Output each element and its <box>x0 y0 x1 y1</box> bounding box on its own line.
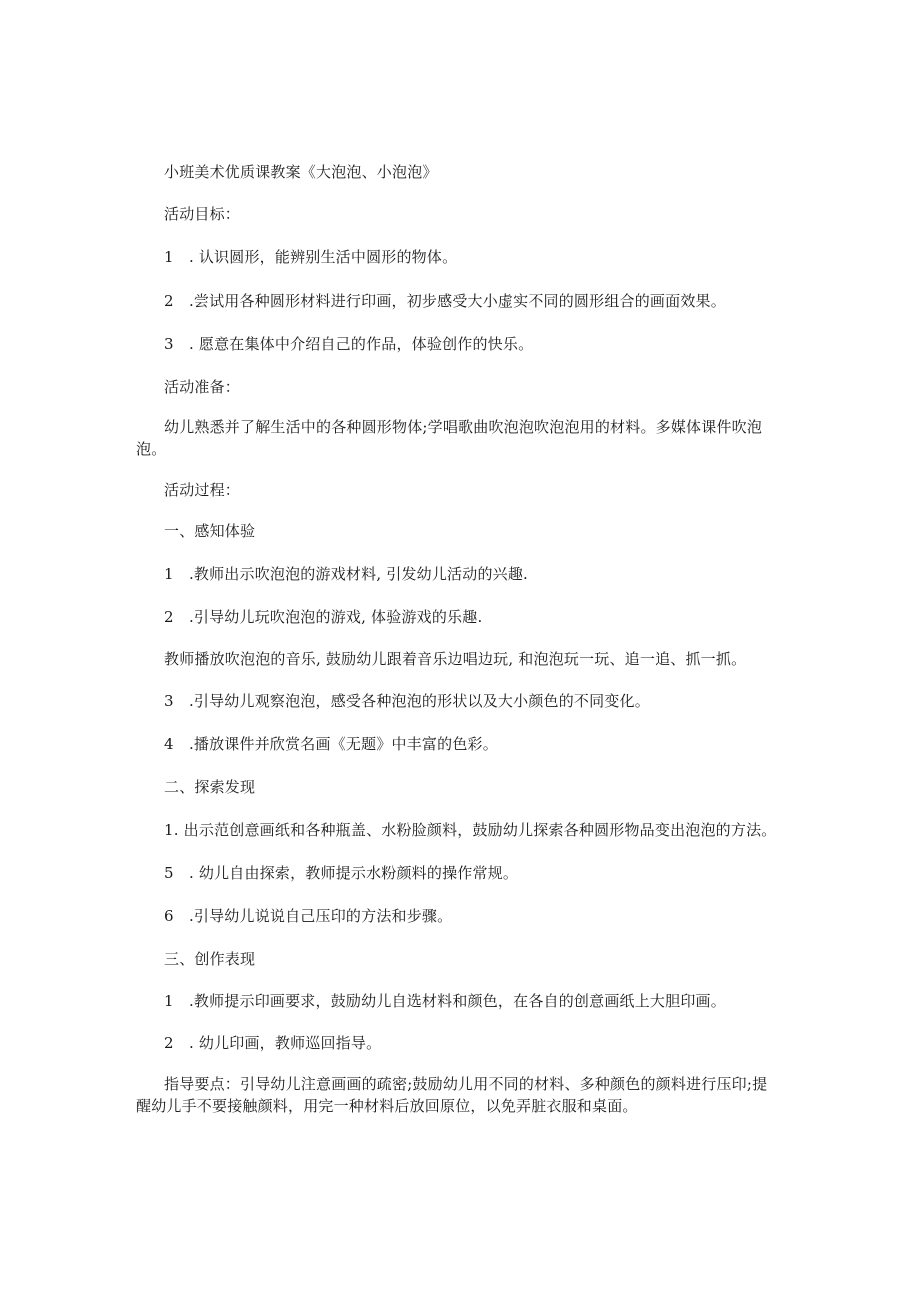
prep-heading: 活动准备： <box>164 378 241 396</box>
section-1-note: 教师播放吹泡泡的音乐, 鼓励幼儿跟着音乐边唱边玩, 和泡泡玩一玩、追一追、抓一抓。 <box>164 650 747 668</box>
section-3-item-2: 2 . 幼儿印画，教师巡回指导。 <box>164 1034 382 1052</box>
document-title: 小班美术优质课教案《大泡泡、小泡泡》 <box>164 163 438 181</box>
section-1-item-1: 1 .教师出示吹泡泡的游戏材料, 引发幼儿活动的兴趣. <box>164 565 529 583</box>
section-1-item-3: 3 .引导幼儿观察泡泡，感受各种泡泡的形状以及大小颜色的不同变化。 <box>164 692 650 710</box>
guidance-paragraph: 指导要点：引导幼儿注意画画的疏密;鼓励幼儿用不同的材料、多种颜色的颜料进行压印;提醒幼儿手不要接触颜料，用完一种材料后放回原位，以免弄脏衣服和桌面。 <box>136 1075 768 1115</box>
section-3-item-1: 1 .教师提示印画要求，鼓励幼儿自选材料和颜色，在各自的创意画纸上大胆印画。 <box>164 992 726 1010</box>
section-1-item-2: 2 .引导幼儿玩吹泡泡的游戏, 体验游戏的乐趣. <box>164 608 483 626</box>
goal-item-1: 1 . 认识圆形，能辨别生活中圆形的物体。 <box>164 248 458 266</box>
goal-item-2: 2 .尝试用各种圆形材料进行印画，初步感受大小虚实不同的圆形组合的画面效果。 <box>164 292 726 310</box>
prep-paragraph: 幼儿熟悉并了解生活中的各种圆形物体;学唱歌曲吹泡泡吹泡泡用的材料。多媒体课件吹泡泡。 <box>136 418 763 458</box>
goals-heading: 活动目标： <box>164 205 241 223</box>
process-heading: 活动过程： <box>164 481 241 499</box>
goal-item-3: 3 . 愿意在集体中介绍自己的作品，体验创作的快乐。 <box>164 335 534 353</box>
section-heading-2: 二、探索发现 <box>164 778 256 796</box>
section-2-item-5: 5 . 幼儿自由探索，教师提示水粉颜料的操作常规。 <box>164 864 519 882</box>
section-heading-3: 三、创作表现 <box>164 950 256 968</box>
section-heading-1: 一、感知体验 <box>164 522 256 540</box>
section-2-item-6: 6 .引导幼儿说说自己压印的方法和步骤。 <box>164 907 453 925</box>
section-1-item-4: 4 .播放课件并欣赏名画《无题》中丰富的色彩。 <box>164 735 498 753</box>
section-2-item-1: 1. 出示范创意画纸和各种瓶盖、水粉脸颜料，鼓励幼儿探索各种圆形物品变出泡泡的方法。 <box>164 821 777 839</box>
